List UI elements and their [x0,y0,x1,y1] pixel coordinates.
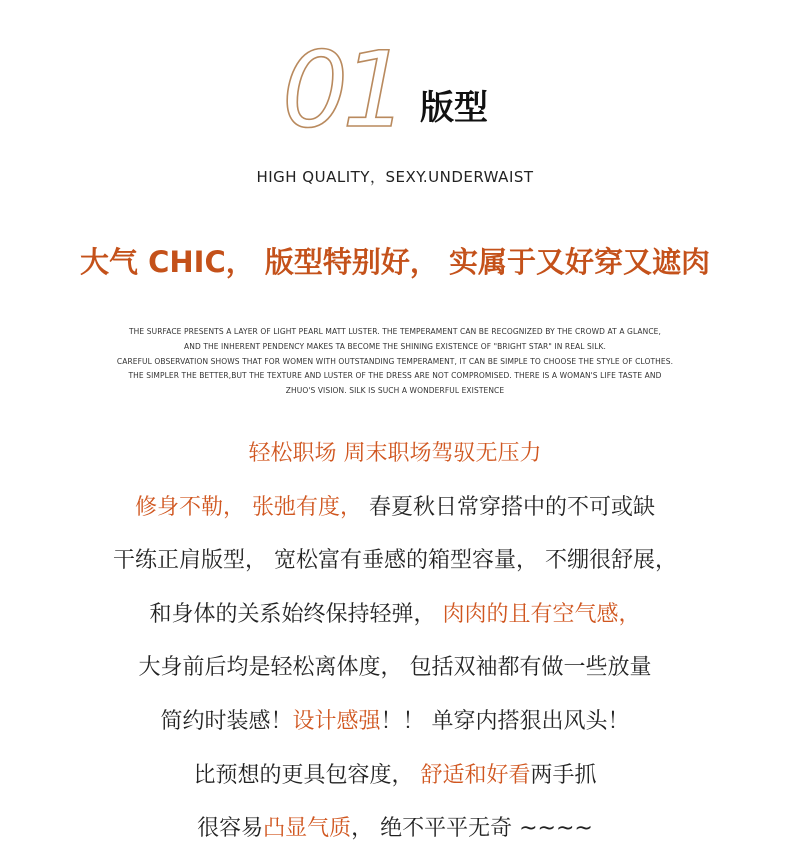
description-line [0,546,790,600]
english-line: THE SIMPLER THE BETTER,BUT THE TEXTURE AND LUSTER OF THE DRESS ARE NOT COMPROMISED. THERE IS A WOMAN'S LIFE TASTE AND [128,371,662,381]
english-line: CAREFUL OBSERVATION SHOWS THAT FOR WOMEN WITH OUTSTANDING TEMPERAMENT, IT CAN BE SIMPLE TO CHOOSE THE STYLE OF CLOTHES. [116,356,674,366]
body-text: 春夏秋日常穿搭中的不可或缺 [362,494,655,520]
highlight-text: 舒适和好看 [420,762,531,788]
highlight-text: 设计感强 [292,708,381,734]
section-title: 版型 [420,88,488,128]
body-text: 比预想的更具包容度， [193,762,421,788]
highlight-text: 修身不勒， 张弛有度， [135,494,362,520]
description-line [0,493,790,547]
body-text: ！！ 单穿内搭狠出风头！ [380,708,630,734]
body-text: 和身体的关系始终保持轻弹， [149,601,443,627]
body-text: 很容易 [197,816,264,842]
description-line [0,707,790,761]
english-paragraph [95,325,695,399]
body-text: 干练正肩版型， 宽松富有垂感的箱型容量， 不绷很舒展， [113,548,677,574]
body-text: 两手抓 [530,762,597,788]
english-line: AND THE INHERENT PENDENCY MAKES TA BECOME THE SHINING EXISTENCE OF "BRIGHT STAR" IN REAL SILK. [184,341,606,351]
subtitle: HIGH QUALITY，SEXY.UNDERWAIST [256,168,534,186]
description-line [0,653,790,707]
description-line [0,439,790,493]
headline: 大气 CHIC， 版型特别好， 实属于又好穿又遮肉 [80,245,710,279]
highlight-text: 肉肉的且有空气感， [442,601,641,627]
body-text: 简约时装感！ [160,708,293,734]
english-line: THE SURFACE PRESENTS A LAYER OF LIGHT PEARL MATT LUSTER. THE TEMPERAMENT CAN BE RECOGNIZED BY THE CROWD AT A GLANCE, [129,327,661,336]
highlight-text: 凸显气质 [263,816,352,842]
description-line [0,814,790,868]
section-header [0,29,790,151]
section-number: 01 [282,29,403,151]
description-line [0,600,790,654]
english-line: ZHUO'S VISION. SILK IS SUCH A WONDERFUL EXISTENCE [285,386,505,396]
body-text: 大身前后均是轻松离体度， 包括双袖都有做一些放量 [138,655,652,681]
highlight-text: 轻松职场 周末职场驾驭无压力 [248,441,542,466]
body-text: ， 绝不平平无奇 ~~~~ [351,816,593,842]
description-block [0,439,790,868]
description-line [0,761,790,815]
